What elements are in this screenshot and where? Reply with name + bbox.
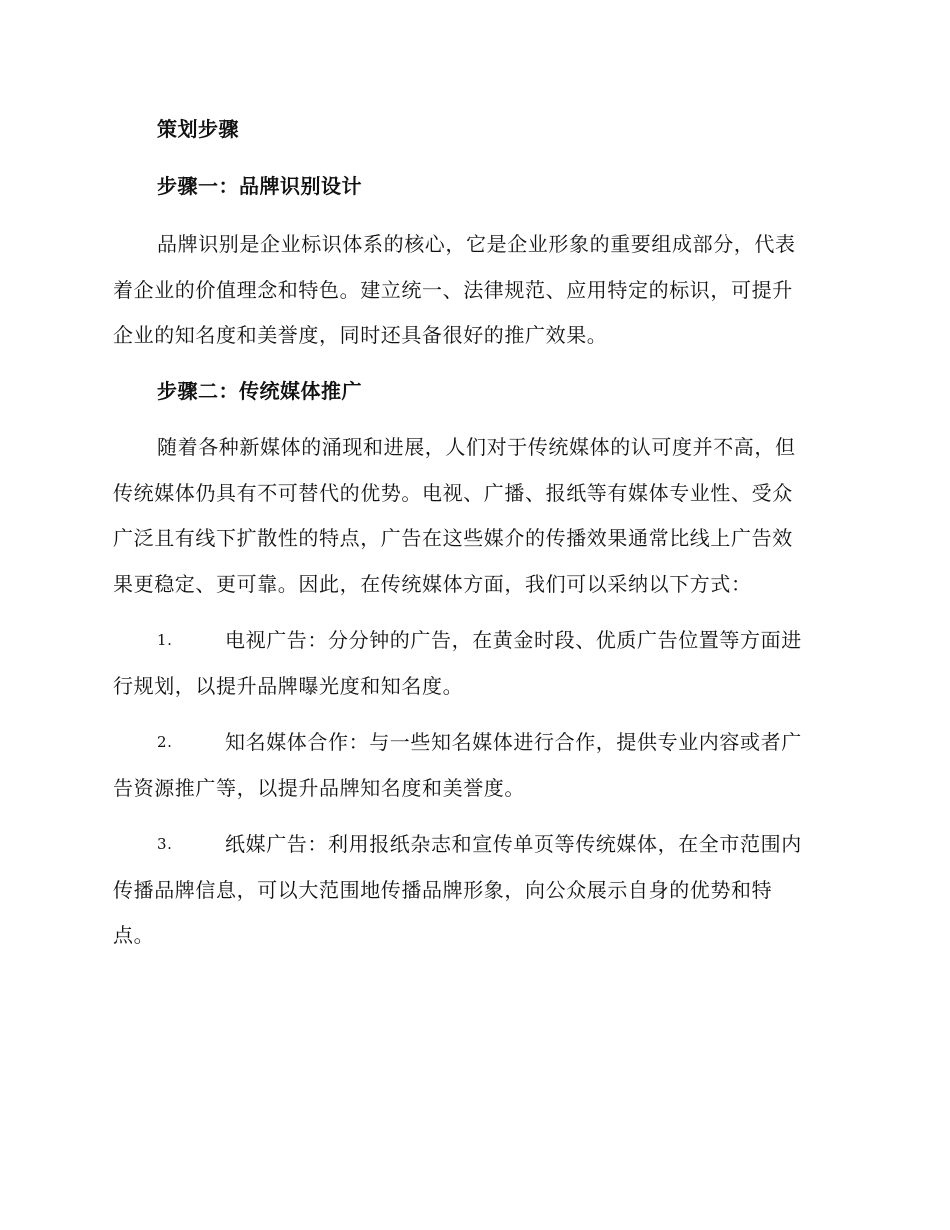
list-number: 3. <box>157 835 173 853</box>
step1-heading: 步骤一：品牌识别设计 <box>157 174 362 198</box>
step2-paragraph <box>113 425 835 607</box>
list-text: 传播品牌信息，可以大范围地传播品牌形象，向公众展示自身的优势和特 <box>113 877 773 902</box>
list-number: 1. <box>157 631 173 649</box>
step1-paragraph <box>113 222 835 359</box>
paragraph-line: 广泛且有线下扩散性的特点，广告在这些媒介的传播效果通常比线上广告效 <box>113 526 793 550</box>
list-item-3 <box>113 822 835 959</box>
list-item-1 <box>113 618 835 709</box>
list-text: 告资源推广等，以提升品牌知名度和美誉度。 <box>113 775 525 800</box>
paragraph-line: 企业的知名度和美誉度，同时还具备很好的推广效果。 <box>113 323 608 347</box>
list-text: 知名媒体合作：与一些知名媒体进行合作，提供专业内容或者广 <box>225 730 802 754</box>
list-text: 电视广告：分分钟的广告，在黄金时段、优质广告位置等方面进 <box>225 628 802 652</box>
step2-heading: 步骤二：传统媒体推广 <box>157 379 362 403</box>
list-text: 点。 <box>113 923 155 947</box>
paragraph-line: 品牌识别是企业标识体系的核心，它是企业形象的重要组成部分，代表 <box>157 232 796 256</box>
paragraph-line: 着企业的价值理念和特色。建立统一、法律规范、应用特定的标识，可提升 <box>113 277 793 302</box>
paragraph-line: 随着各种新媒体的涌现和进展，人们对于传统媒体的认可度并不高，但 <box>157 435 796 459</box>
paragraph-line: 果更稳定、更可靠。因此，在传统媒体方面，我们可以采纳以下方式： <box>113 571 752 596</box>
list-item-2 <box>113 720 835 811</box>
list-text: 纸媒广告：利用报纸杂志和宣传单页等传统媒体，在全市范围内 <box>225 832 802 856</box>
list-number: 2. <box>157 733 173 751</box>
list-text: 行规划，以提升品牌曝光度和知名度。 <box>113 673 464 698</box>
section-title: 策划步骤 <box>157 117 239 141</box>
paragraph-line: 传统媒体仍具有不可替代的优势。电视、广播、报纸等有媒体专业性、受众 <box>113 480 793 505</box>
